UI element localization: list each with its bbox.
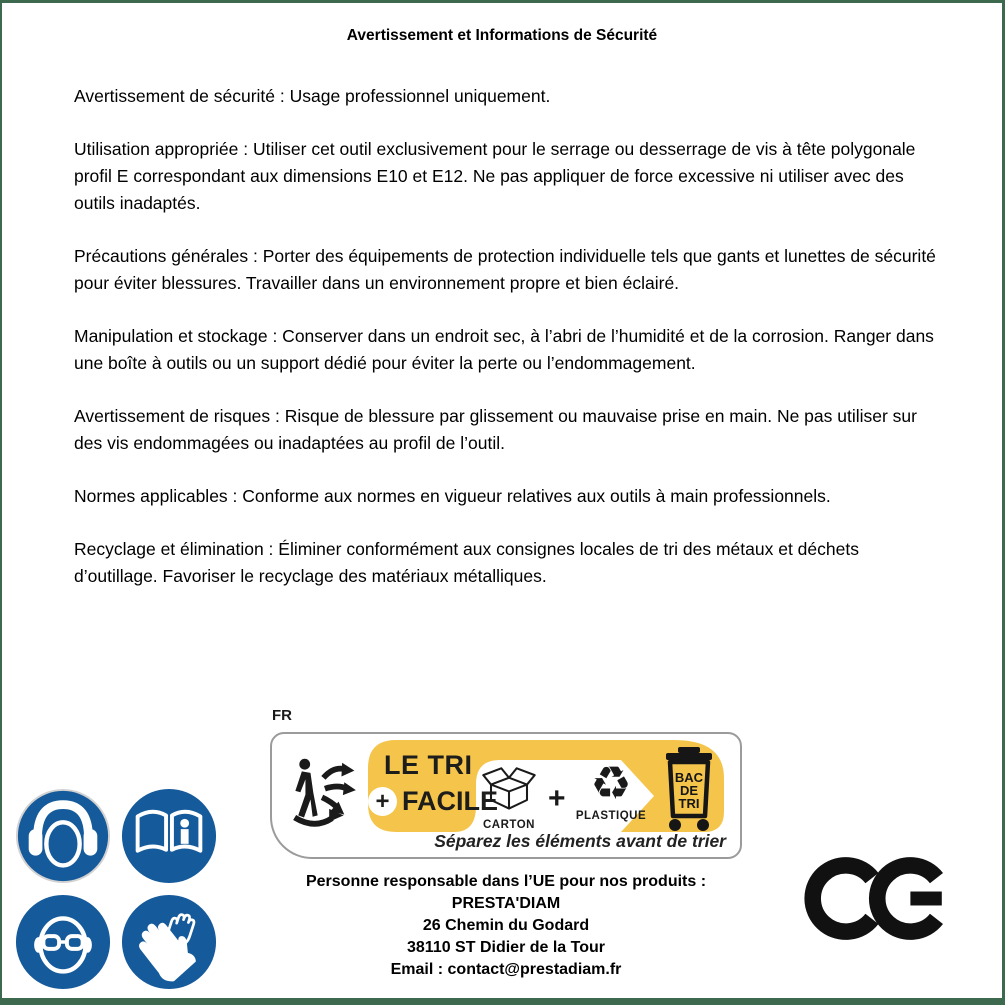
safety-text-block — [74, 83, 936, 590]
safety-paragraph: Avertissement de sécurité : Usage professionnel uniquement. — [74, 86, 551, 106]
plus-circle-icon: + — [368, 787, 397, 816]
address-city: 38110 ST Didier de la Tour — [407, 939, 605, 956]
material-plastique — [572, 758, 650, 822]
carton-box-icon — [477, 764, 541, 812]
tri-facile-label — [270, 732, 742, 859]
sorting-instruction-note: Séparez les éléments avant de trier — [434, 831, 726, 851]
wear-ear-protection-icon — [14, 787, 112, 885]
plastic-recycling-icon: ♻ — [590, 757, 632, 809]
waste-bin-icon — [662, 746, 716, 832]
bin-text-line1: BAC — [674, 770, 704, 785]
safety-paragraph: Utilisation appropriée : Utiliser cet outil exclusivement pour le serrage ou desserrage de vis à tête polygonale profil E correspondant aux dimensions E10 et E12. Ne pas appliquer de force excessive ni utiliser avec des outils inadaptés. — [74, 139, 916, 213]
tri-facile-label-inner — [272, 734, 740, 857]
material-carton — [470, 764, 548, 831]
left-lens — [43, 936, 59, 949]
tri-headline-line2: FACILE — [402, 786, 499, 816]
safety-paragraph: Normes applicables : Conforme aux normes en vigueur relatives aux outils à main professionnels. — [74, 486, 831, 506]
bin-wheel — [669, 819, 681, 831]
country-code: FR — [272, 707, 292, 724]
responsible-person-block — [250, 871, 762, 981]
ce-letter-c — [813, 865, 872, 931]
company-name: PRESTA'DIAM — [451, 895, 561, 912]
bin-text-line2: DE — [679, 783, 699, 798]
bin-text-line3: TRI — [678, 796, 700, 811]
safety-paragraph: Avertissement de risques : Risque de blessure par glissement ou mauvaise prise en main. Ne pas utiliser sur des vis endommagées ou inadaptées au profil de l’outil. — [74, 406, 917, 453]
ce-letter-e-bar — [910, 892, 941, 906]
right-lens — [67, 936, 83, 949]
read-instruction-manual-icon — [120, 787, 218, 885]
triman-figure — [295, 759, 317, 818]
wear-protective-gloves-icon — [120, 893, 218, 991]
page-title: Avertissement et Informations de Sécurité — [346, 27, 658, 44]
contact-email: Email : contact@prestadiam.fr — [390, 961, 622, 978]
left-ear-muff — [29, 829, 43, 855]
bin-wheel — [697, 819, 709, 831]
safety-paragraph: Recyclage et élimination : Éliminer conformément aux consignes locales de tri des métaux et déchets d’outillage. Favoriser le recyclage des matériaux métalliques. — [74, 539, 859, 586]
address-street: 26 Chemin du Godard — [422, 917, 590, 934]
material-label: CARTON — [483, 819, 535, 831]
responsible-intro: Personne responsable dans l’UE pour nos produits : — [305, 873, 707, 890]
tri-headline-line1: LE TRI — [384, 750, 473, 780]
triman-base-arrow — [295, 817, 332, 823]
tri-headline — [368, 750, 499, 817]
wear-eye-protection-icon — [14, 893, 112, 991]
triman-recycling-icon — [286, 748, 358, 838]
ce-marking-icon — [804, 853, 954, 944]
right-ear-muff — [84, 829, 98, 855]
safety-paragraph: Précautions générales : Porter des équipements de protection individuelle tels que gants et lunettes de sécurité pour éviter blessures. Travailler dans un environnement propre et bien éclairé. — [74, 246, 936, 293]
info-bar — [181, 829, 189, 844]
materials-plus-separator: + — [548, 782, 566, 815]
info-dot — [180, 819, 189, 828]
mandatory-safety-pictograms — [14, 787, 218, 991]
safety-paragraph: Manipulation et stockage : Conserver dans un endroit sec, à l’abri de l’humidité et de la corrosion. Ranger dans une boîte à outils ou un support dédié pour éviter la perte ou l’endommagement. — [74, 326, 934, 373]
material-label: PLASTIQUE — [575, 810, 647, 822]
